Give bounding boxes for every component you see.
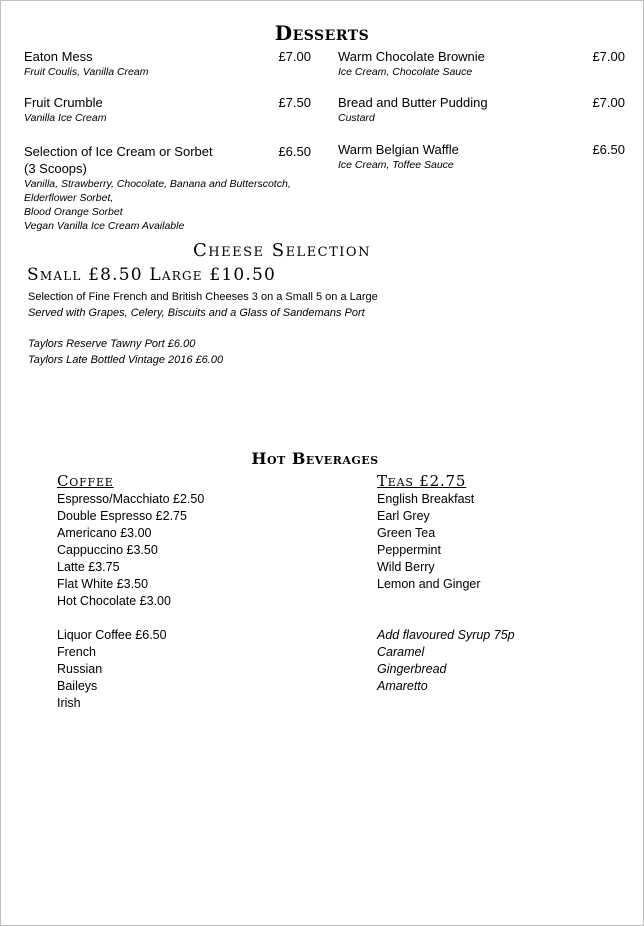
coffee-item: Latte £3.75 xyxy=(57,560,120,574)
tea-item: Wild Berry xyxy=(377,560,435,574)
dessert-name-extra: (3 Scoops) xyxy=(24,161,87,176)
hot-beverages-title: Hot Beverages xyxy=(251,449,379,468)
coffee-heading: Coffee xyxy=(57,472,114,490)
dessert-desc: Elderflower Sorbet, xyxy=(24,192,114,204)
liquor-item: Russian xyxy=(57,662,103,676)
syrup-item: Caramel xyxy=(377,645,425,659)
dessert-item xyxy=(24,94,106,125)
cheese-description: Selection of Fine French and British Cheeses 3 on a Small 5 on a Large xyxy=(28,291,378,303)
liquor-item: Irish xyxy=(57,696,81,710)
dessert-price: £6.50 xyxy=(278,144,311,159)
coffee-item: Flat White £3.50 xyxy=(57,577,149,591)
spacer xyxy=(377,593,515,610)
liquor-coffee-heading: Liquor Coffee £6.50 xyxy=(57,628,167,642)
dessert-name: Eaton Mess xyxy=(24,49,93,64)
tea-item: Peppermint xyxy=(377,543,441,557)
coffee-column xyxy=(57,472,204,712)
spacer xyxy=(57,610,204,627)
dessert-name: Warm Belgian Waffle xyxy=(338,142,459,157)
dessert-price: £7.00 xyxy=(278,49,311,64)
dessert-item xyxy=(338,48,485,79)
coffee-item: Double Espresso £2.75 xyxy=(57,509,187,523)
dessert-name: Fruit Crumble xyxy=(24,95,103,110)
tea-item: Earl Grey xyxy=(377,509,430,523)
dessert-price: £7.50 xyxy=(278,95,311,110)
cheese-title: Cheese Selection xyxy=(193,240,371,261)
syrup-item: Amaretto xyxy=(377,679,428,693)
dessert-desc: Vanilla Ice Cream xyxy=(24,112,107,124)
syrup-heading: Add flavoured Syrup 75p xyxy=(377,628,515,642)
cheese-served-with: Served with Grapes, Celery, Biscuits and a Glass of Sandemans Port xyxy=(28,307,365,319)
tea-item: Green Tea xyxy=(377,526,436,540)
cheese-sizes: Small £8.50 Large £10.50 xyxy=(27,265,277,285)
dessert-desc: Custard xyxy=(338,112,375,124)
syrup-item: Gingerbread xyxy=(377,662,447,676)
port-item: Taylors Reserve Tawny Port £6.00 xyxy=(28,338,196,350)
liquor-item: Baileys xyxy=(57,679,98,693)
coffee-item: Americano £3.00 xyxy=(57,526,152,540)
tea-item: Lemon and Ginger xyxy=(377,577,481,591)
dessert-price: £7.00 xyxy=(592,49,625,64)
dessert-desc: Ice Cream, Toffee Sauce xyxy=(338,159,454,171)
desserts-title: Desserts xyxy=(274,21,370,45)
dessert-desc: Ice Cream, Chocolate Sauce xyxy=(338,66,473,78)
dessert-desc: Blood Orange Sorbet xyxy=(24,206,123,218)
dessert-item xyxy=(24,48,148,79)
dessert-name: Selection of Ice Cream or Sorbet xyxy=(24,144,213,159)
dessert-desc: Fruit Coulis, Vanilla Cream xyxy=(24,66,149,78)
coffee-item: Cappuccino £3.50 xyxy=(57,543,158,557)
coffee-item: Espresso/Macchiato £2.50 xyxy=(57,492,205,506)
coffee-item: Hot Chocolate £3.00 xyxy=(57,594,171,608)
dessert-item xyxy=(338,141,459,172)
dessert-price: £7.00 xyxy=(592,95,625,110)
teas-column xyxy=(377,472,515,695)
dessert-desc: Vegan Vanilla Ice Cream Available xyxy=(24,220,185,232)
port-item: Taylors Late Bottled Vintage 2016 £6.00 xyxy=(28,354,224,366)
dessert-desc: Vanilla, Strawberry, Chocolate, Banana and Butterscotch, xyxy=(24,178,291,190)
tea-item: English Breakfast xyxy=(377,492,475,506)
teas-heading: Teas £2.75 xyxy=(377,472,467,490)
dessert-price: £6.50 xyxy=(592,142,625,157)
dessert-name: Warm Chocolate Brownie xyxy=(338,49,485,64)
dessert-item xyxy=(338,94,488,125)
liquor-item: French xyxy=(57,645,96,659)
dessert-name: Bread and Butter Pudding xyxy=(338,95,488,110)
spacer xyxy=(377,610,515,627)
